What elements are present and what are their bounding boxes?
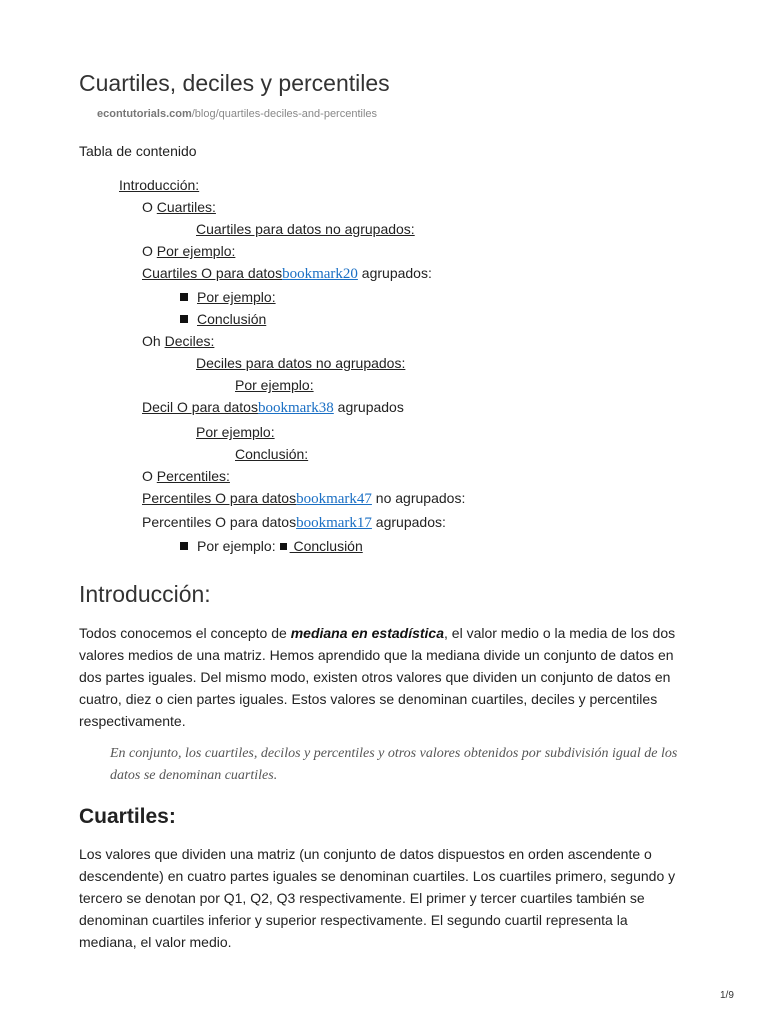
section-heading-intro: Introducción: xyxy=(79,581,211,607)
intro-text-a: Todos conocemos el concepto de xyxy=(79,625,291,641)
toc-item-deciles xyxy=(142,333,214,349)
toc-item-deciles-no-agrupados[interactable] xyxy=(196,355,405,371)
toc-item-decil-agrupados xyxy=(142,399,404,417)
toc-item-intro[interactable] xyxy=(119,177,199,193)
blockquote: En conjunto, los cuartiles, decilos y percentiles y otros valores obtenidos por subdivisión igual de los datos se denominan cuartiles. xyxy=(110,746,678,783)
source-domain[interactable]: econtutorials.com xyxy=(97,108,192,120)
square-bullet-icon xyxy=(180,315,188,323)
toc-suffix: agrupados: xyxy=(357,265,432,281)
toc-link-deciles-no-agrupados[interactable]: Deciles para datos no agrupados: xyxy=(196,355,406,371)
bookmark-link[interactable]: bookmark17 xyxy=(296,515,372,531)
toc-prefix: O xyxy=(142,243,157,259)
toc-link-cuartiles-agrupados[interactable]: Cuartiles O para datos xyxy=(142,265,283,281)
toc-suffix: agrupados: xyxy=(371,514,446,530)
toc-item-deciles-ejemplo[interactable] xyxy=(235,377,314,393)
toc-link-percentiles-conclusion[interactable] xyxy=(276,538,363,554)
toc-suffix: no agrupados: xyxy=(371,490,466,506)
toc-heading: Tabla de contenido xyxy=(79,143,197,159)
toc-bullet-percentiles xyxy=(180,538,363,554)
toc-item-percentiles xyxy=(142,468,230,484)
toc-item-por-ejemplo xyxy=(142,243,235,259)
square-bullet-icon xyxy=(280,543,287,550)
toc-link-decil-ejemplo[interactable]: Por ejemplo: xyxy=(196,424,275,440)
square-bullet-icon xyxy=(180,293,188,301)
toc-link-deciles-ejemplo[interactable]: Por ejemplo: xyxy=(235,377,314,393)
toc-prefix: O xyxy=(142,199,157,215)
section-heading-cuartiles: Cuartiles: xyxy=(79,805,176,828)
toc-item-percentiles-no-agrupados xyxy=(142,490,465,508)
toc-link-conclusion[interactable]: Conclusión xyxy=(197,311,267,327)
toc-link-decil-conclusion[interactable]: Conclusión: xyxy=(235,446,309,462)
toc-item-decil-conclusion[interactable] xyxy=(235,446,308,462)
toc-suffix: agrupados xyxy=(333,399,404,415)
toc-text: Percentiles O para datos xyxy=(142,514,297,530)
cuartiles-paragraph: Los valores que dividen una matriz (un conjunto de datos dispuestos en orden ascendente o descendente) en cuatro partes iguales se denominan cuartiles. Los cuartiles primero, segundo y tercero se denotan por Q1, Q2, Q3 respectivamente. El primer y tercer cuartiles también se denominan cuartiles inferior y superior respectivamente. El segundo cuartil representa la mediana, el valor medio. xyxy=(79,846,676,950)
toc-link-decil-agrupados[interactable]: Decil O para datos xyxy=(142,399,258,415)
intro-text-b: , el valor medio o la media de los dos valores medios de una matriz. Hemos aprendido que la mediana divide un conjunto de datos en dos partes iguales. Del mismo modo, existen otros valores que dividen un conjunto de datos en cuatro, diez o cien partes iguales. Estos valores se denominan cuartiles, deciles y percentiles respectivamente. xyxy=(79,625,676,729)
toc-link-cuartiles[interactable]: Cuartiles: xyxy=(156,199,216,215)
toc-item-cuartiles-agrupados xyxy=(142,265,432,283)
toc-prefix: O xyxy=(142,468,157,484)
toc-item-cuartiles xyxy=(142,199,216,215)
toc-item-percentiles-agrupados xyxy=(142,514,446,532)
toc-item-decil-ejemplo[interactable] xyxy=(196,424,275,440)
source-url[interactable] xyxy=(97,108,377,120)
bookmark-link[interactable]: bookmark38 xyxy=(257,400,334,416)
toc-prefix: Oh xyxy=(142,333,165,349)
toc-link-por-ejemplo-2[interactable]: Por ejemplo: xyxy=(197,289,276,305)
toc-text: Por ejemplo: xyxy=(197,538,276,554)
document-title: Cuartiles, deciles y percentiles xyxy=(79,70,390,96)
intro-paragraph xyxy=(79,622,689,732)
toc-link-text[interactable]: Conclusión xyxy=(289,538,363,554)
toc-item-cuartiles-no-agrupados[interactable] xyxy=(196,221,415,237)
source-path[interactable]: /blog/quartiles-deciles-and-percentiles xyxy=(191,108,378,120)
intro-emphasis: mediana en estadística xyxy=(290,625,444,641)
page-number: 1/9 xyxy=(720,990,734,1001)
toc-link-cuartiles-no-agrupados[interactable]: Cuartiles para datos no agrupados: xyxy=(196,221,415,237)
toc-link-deciles[interactable]: Deciles: xyxy=(164,333,215,349)
toc-link-percentiles[interactable]: Percentiles: xyxy=(156,468,230,484)
toc-link-intro[interactable]: Introducción: xyxy=(119,177,200,193)
toc-link-percentiles-no-agrupados[interactable]: Percentiles O para datos xyxy=(142,490,297,506)
toc-link-por-ejemplo[interactable]: Por ejemplo: xyxy=(156,243,236,259)
toc-bullet-conclusion xyxy=(180,311,266,327)
square-bullet-icon xyxy=(180,542,188,550)
bookmark-link[interactable]: bookmark20 xyxy=(282,266,358,282)
bookmark-link[interactable]: bookmark47 xyxy=(296,491,372,507)
toc-bullet-por-ejemplo xyxy=(180,289,276,305)
